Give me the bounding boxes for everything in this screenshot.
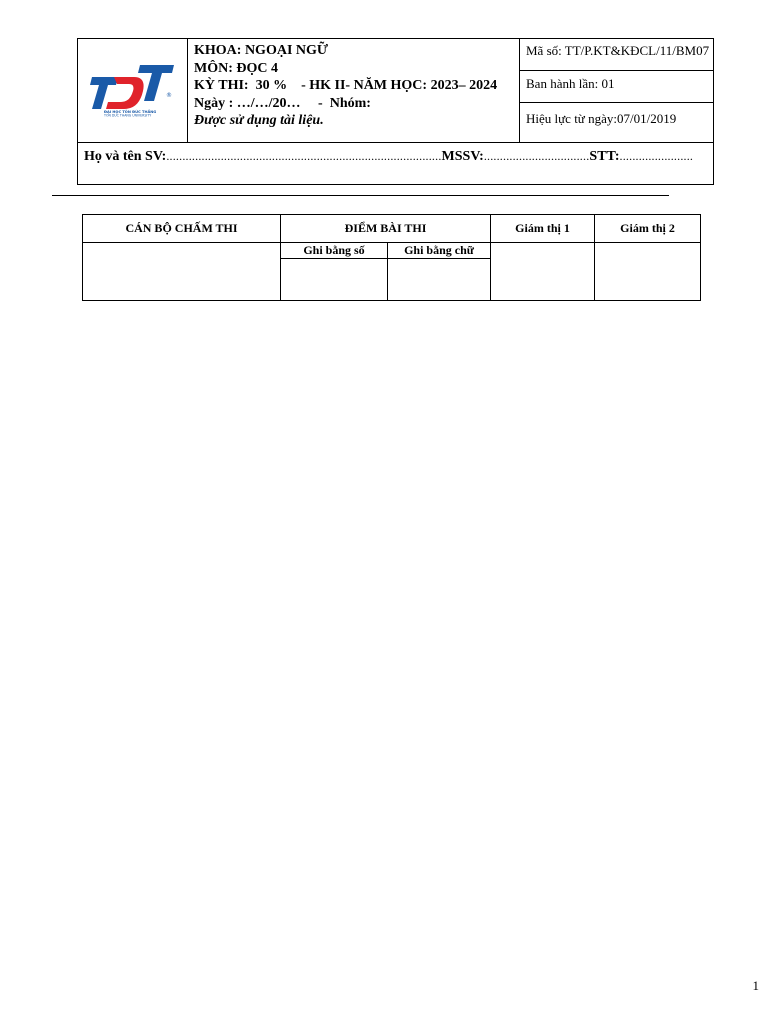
- svg-text:®: ®: [166, 92, 172, 99]
- exam-info-cell: [188, 39, 520, 143]
- proctor2-signature-cell[interactable]: [595, 243, 701, 301]
- student-info-row: [78, 143, 714, 185]
- score-in-numbers-cell[interactable]: [281, 259, 388, 301]
- grading-table: [82, 214, 701, 301]
- issue-number: Ban hành lần: 01: [520, 71, 713, 103]
- stt-label: STT:: [589, 149, 620, 164]
- grader-signature-cell[interactable]: [83, 243, 281, 301]
- date-group-label: Ngày : …/…/20… - Nhóm:: [194, 95, 371, 111]
- effective-date: Hiệu lực từ ngày:07/01/2019: [526, 111, 677, 126]
- score-in-words-cell[interactable]: [388, 259, 491, 301]
- tdt-logo-icon: [88, 61, 176, 117]
- student-name-label: Họ và tên SV:: [84, 149, 167, 164]
- student-id-field[interactable]: .................................: [483, 149, 590, 163]
- separator-line: [52, 195, 669, 196]
- proctor1-header: Giám thị 1: [491, 215, 595, 243]
- score-in-words-header: Ghi bằng chữ: [388, 243, 491, 259]
- exam-label: KỲ THI: 30 % - HK II- NĂM HỌC: 2023– 2024: [194, 78, 498, 93]
- university-logo: [88, 61, 176, 117]
- score-in-numbers-header: Ghi bằng số: [281, 243, 388, 259]
- svg-text:ĐẠI HỌC TÔN ĐỨC THẮNG: ĐẠI HỌC TÔN ĐỨC THẮNG: [104, 110, 157, 114]
- stt-field[interactable]: .......................: [619, 149, 694, 163]
- proctor2-header: Giám thị 2: [595, 215, 701, 243]
- subject-label: MÔN: ĐỌC 4: [194, 60, 278, 76]
- student-id-label: MSSV:: [441, 149, 484, 164]
- grader-header: CÁN BỘ CHẤM THI: [83, 215, 281, 243]
- proctor1-signature-cell[interactable]: [491, 243, 595, 301]
- svg-text:TON DUC THANG UNIVERSITY: TON DUC THANG UNIVERSITY: [104, 113, 152, 117]
- page-number: 1: [752, 978, 759, 993]
- score-header: ĐIỂM BÀI THI: [281, 215, 491, 243]
- student-name-field[interactable]: ......................................................................................: [166, 149, 442, 163]
- materials-note: Được sử dụng tài liệu.: [194, 113, 324, 128]
- form-meta-cell: [520, 39, 714, 143]
- exam-header-table: [77, 38, 714, 185]
- form-code: Mã số: TT/P.KT&KĐCL/11/BM07: [520, 39, 713, 71]
- logo-cell: [78, 39, 188, 143]
- faculty-label: KHOA: NGOẠI NGỮ: [194, 43, 329, 58]
